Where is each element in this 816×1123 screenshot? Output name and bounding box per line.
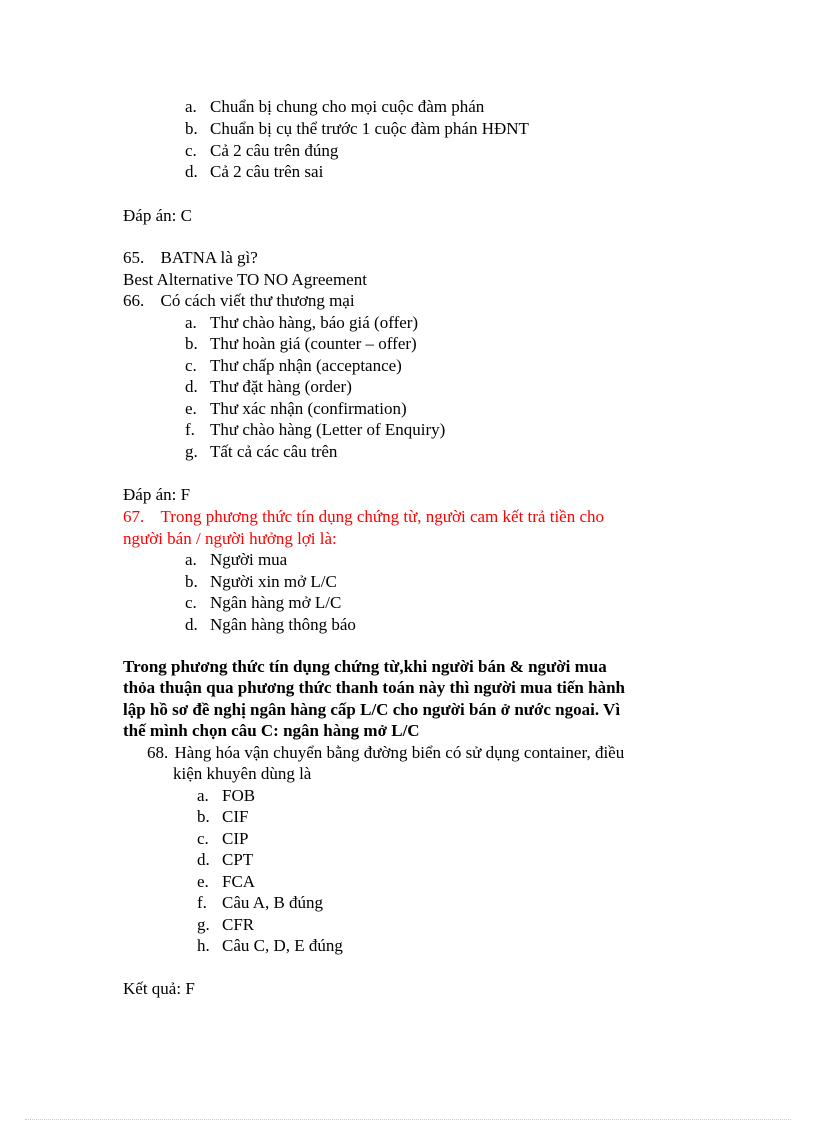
- option-item: [185, 398, 407, 419]
- question-68: [147, 742, 624, 763]
- option-text: CFR: [222, 915, 255, 934]
- option-marker: b.: [185, 334, 198, 353]
- option-item: [197, 892, 323, 913]
- question-text: Có cách viết thư thương mại: [160, 291, 355, 310]
- answer-line: Đáp án: F: [123, 485, 191, 504]
- page-bottom-divider: [25, 1119, 791, 1120]
- question-66: [123, 290, 355, 311]
- option-marker: d.: [185, 377, 198, 396]
- option-text: Tất cả các câu trên: [210, 442, 338, 461]
- option-marker: a.: [197, 786, 209, 805]
- option-marker: a.: [185, 550, 197, 569]
- result-line: Kết quả: F: [123, 979, 195, 998]
- answer-line: Đáp án: C: [123, 206, 192, 225]
- option-item: [185, 333, 417, 354]
- option-marker: d.: [185, 615, 198, 634]
- option-item: [197, 806, 248, 827]
- option-text: Người mua: [210, 550, 288, 569]
- option-item: [197, 871, 255, 892]
- option-item: [185, 549, 287, 570]
- question-text-continued: kiện khuyên dùng là: [173, 764, 312, 783]
- option-marker: b.: [197, 807, 210, 826]
- option-text: Thư chấp nhận (acceptance): [210, 356, 402, 375]
- question-text: Hàng hóa vận chuyển bằng đường biển có sử dụng container, điều: [174, 743, 625, 762]
- option-item: [185, 441, 337, 462]
- option-text: Ngân hàng thông báo: [210, 615, 356, 634]
- option-text: Thư hoàn giá (counter – offer): [210, 334, 417, 353]
- option-text: Thư chào hàng, báo giá (offer): [210, 313, 419, 332]
- option-marker: c.: [185, 141, 197, 160]
- option-item: [185, 355, 402, 376]
- question-text-continued: người bán / người hưởng lợi là:: [123, 529, 337, 548]
- option-text: FOB: [222, 786, 256, 805]
- explanation-line: thế mình chọn câu C: ngân hàng mở L/C: [123, 721, 420, 740]
- option-item: [185, 571, 337, 592]
- option-marker: e.: [185, 399, 197, 418]
- option-marker: b.: [185, 119, 198, 138]
- option-item: [197, 849, 253, 870]
- option-item: [197, 914, 254, 935]
- explanation-line: lập hồ sơ đề nghị ngân hàng cấp L/C cho người bán ở nước ngoai. Vì: [123, 700, 621, 719]
- option-item: [185, 140, 338, 161]
- question-number: 65.: [123, 248, 145, 267]
- option-text: Chuẩn bị cụ thể trước 1 cuộc đàm phán HĐNT: [210, 119, 529, 138]
- question-67: [123, 506, 604, 527]
- option-text: Thư chào hàng (Letter of Enquiry): [210, 420, 446, 439]
- question-number: 68.: [147, 743, 169, 762]
- question-text: BATNA là gì?: [160, 248, 258, 267]
- option-item: [185, 419, 445, 440]
- option-marker: c.: [185, 356, 197, 375]
- option-item: [197, 828, 248, 849]
- answer-line: Best Alternative TO NO Agreement: [123, 270, 367, 289]
- question-text: Trong phương thức tín dụng chứng từ, người cam kết trả tiền cho: [160, 507, 605, 526]
- question-number: 67.: [123, 507, 145, 526]
- option-item: [185, 118, 529, 139]
- option-item: [185, 96, 484, 117]
- option-text: Cả 2 câu trên sai: [210, 162, 324, 181]
- option-marker: g.: [197, 915, 210, 934]
- option-marker: c.: [197, 829, 209, 848]
- question-number: 66.: [123, 291, 145, 310]
- option-text: Thư xác nhận (confirmation): [210, 399, 407, 418]
- option-text: Thư đặt hàng (order): [210, 377, 352, 396]
- option-marker: f.: [197, 893, 207, 912]
- explanation-line: Trong phương thức tín dụng chứng từ,khi người bán & người mua: [123, 657, 607, 676]
- option-marker: a.: [185, 313, 197, 332]
- option-item: [185, 376, 352, 397]
- option-marker: g.: [185, 442, 198, 461]
- option-text: Cả 2 câu trên đúng: [210, 141, 339, 160]
- question-65: [123, 247, 258, 268]
- option-marker: b.: [185, 572, 198, 591]
- option-text: Ngân hàng mở L/C: [210, 593, 342, 612]
- option-item: [197, 785, 255, 806]
- option-text: CPT: [222, 850, 254, 869]
- option-marker: f.: [185, 420, 195, 439]
- option-text: Câu C, D, E đúng: [222, 936, 343, 955]
- option-marker: e.: [197, 872, 209, 891]
- option-item: [185, 161, 323, 182]
- option-item: [185, 312, 418, 333]
- option-item: [185, 614, 356, 635]
- option-marker: d.: [185, 162, 198, 181]
- option-text: Câu A, B đúng: [222, 893, 324, 912]
- option-marker: h.: [197, 936, 210, 955]
- option-text: CIP: [222, 829, 249, 848]
- option-marker: d.: [197, 850, 210, 869]
- option-text: FCA: [222, 872, 256, 891]
- option-item: [197, 935, 343, 956]
- option-marker: a.: [185, 97, 197, 116]
- option-text: Chuẩn bị chung cho mọi cuộc đàm phán: [210, 97, 485, 116]
- option-item: [185, 592, 341, 613]
- option-text: CIF: [222, 807, 249, 826]
- option-marker: c.: [185, 593, 197, 612]
- option-text: Người xin mở L/C: [210, 572, 337, 591]
- explanation-line: thỏa thuận qua phương thức thanh toán này thì người mua tiến hành: [123, 678, 625, 697]
